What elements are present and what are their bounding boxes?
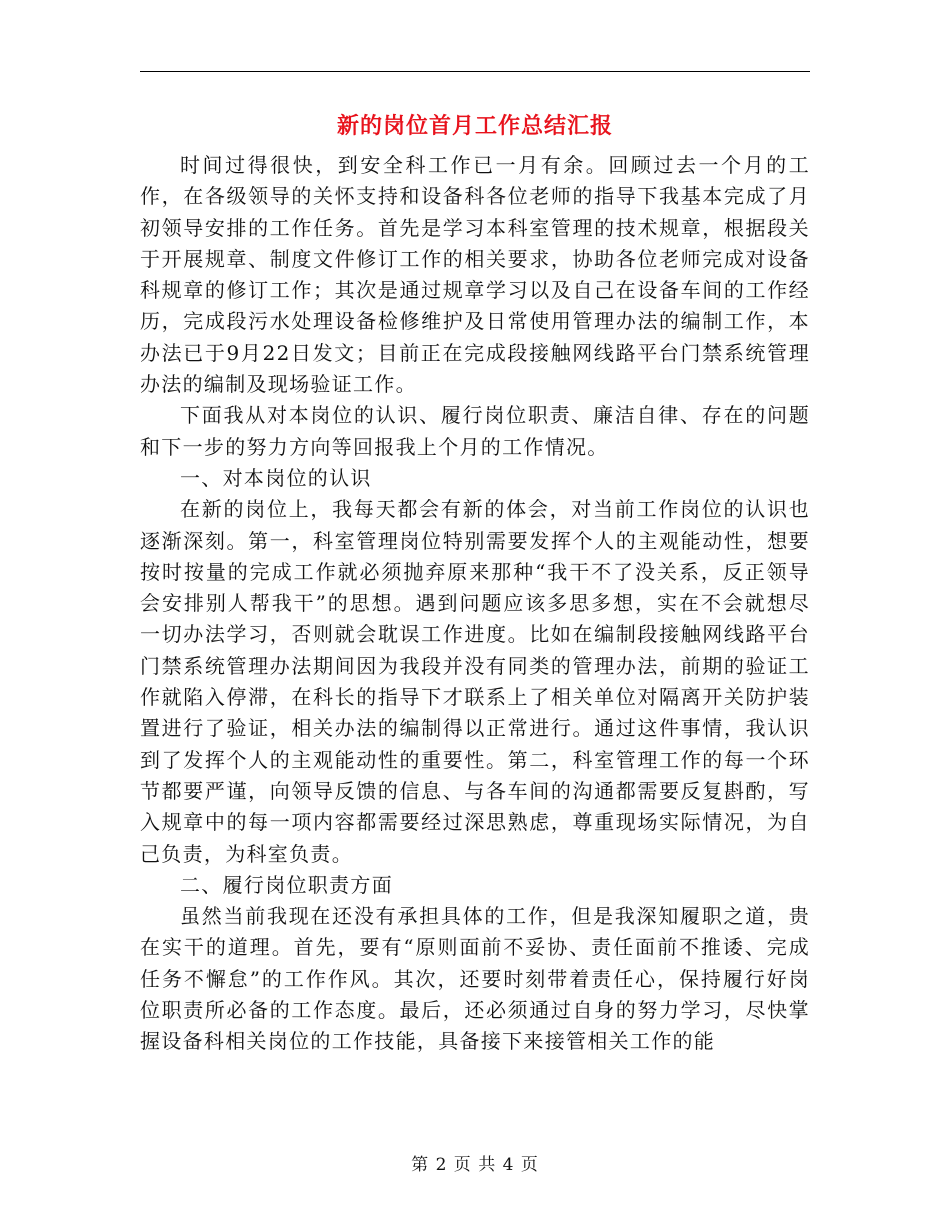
section-heading-2: 二、履行岗位职责方面	[180, 872, 393, 897]
section-heading-1: 一、对本岗位的认识	[180, 465, 372, 490]
paragraph-intro: 时间过得很快，到安全科工作已一月有余。回顾过去一个月的工作，在各级领导的关怀支持和设备科各位老师的指导下我基本完成了月初领导安排的工作任务。首先是学习本科室管理的技术规章，根据段关于开展规章、制度文件修订工作的相关要求，协助各位老师完成对设备科规章的修订工作；其次是通过规章学习以及自己在设备车间的工作经历，完成段污水处理设备检修维护及日常使用管理办法的编制工作，本办法已于9月22日发文；目前正在完成段接触网线路平台门禁系统管理办法的编制及现场验证工作。	[140, 153, 810, 397]
header-rule	[140, 71, 810, 72]
paragraph-section-1: 在新的岗位上，我每天都会有新的体会，对当前工作岗位的认识也逐渐深刻。第一，科室管理岗位特别需要发挥个人的主观能动性，想要按时按量的完成工作就必须抛弃原来那种“我干不了没关系，反正领导会安排别人帮我干”的思想。遇到问题应该多思多想，实在不会就想尽一切办法学习，否则就会耽误工作进度。比如在编制段接触网线路平台门禁系统管理办法期间因为我段并没有同类的管理办法，前期的验证工作就陷入停滞，在科长的指导下才联系上了相关单位对隔离开关防护装置进行了验证，相关办法的编制得以正常进行。通过这件事情，我认识到了发挥个人的主观能动性的重要性。第二，科室管理工作的每一个环节都要严谨，向领导反馈的信息、与各车间的沟通都需要反复斟酌，写入规章中的每一项内容都需要经过深思熟虑，尊重现场实际情况，为自己负责，为科室负责。	[140, 497, 810, 866]
paragraph-overview: 下面我从对本岗位的认识、履行岗位职责、廉洁自律、存在的问题和下一步的努力方向等回报我上个月的工作情况。	[140, 403, 810, 459]
document-title: 新的岗位首月工作总结汇报	[336, 113, 613, 139]
document-body	[140, 150, 810, 1058]
page-number-footer: 第 2 页 共 4 页	[411, 1155, 539, 1175]
paragraph-section-2: 虽然当前我现在还没有承担具体的工作，但是我深知履职之道，贵在实干的道理。首先，要有“原则面前不妥协、责任面前不推诿、完成任务不懈怠”的工作作风。其次，还要时刻带着责任心，保持履行好岗位职责所必备的工作态度。最后，还必须通过自身的努力学习，尽快掌握设备科相关岗位的工作技能，具备接下来接管相关工作的能	[140, 904, 810, 1054]
